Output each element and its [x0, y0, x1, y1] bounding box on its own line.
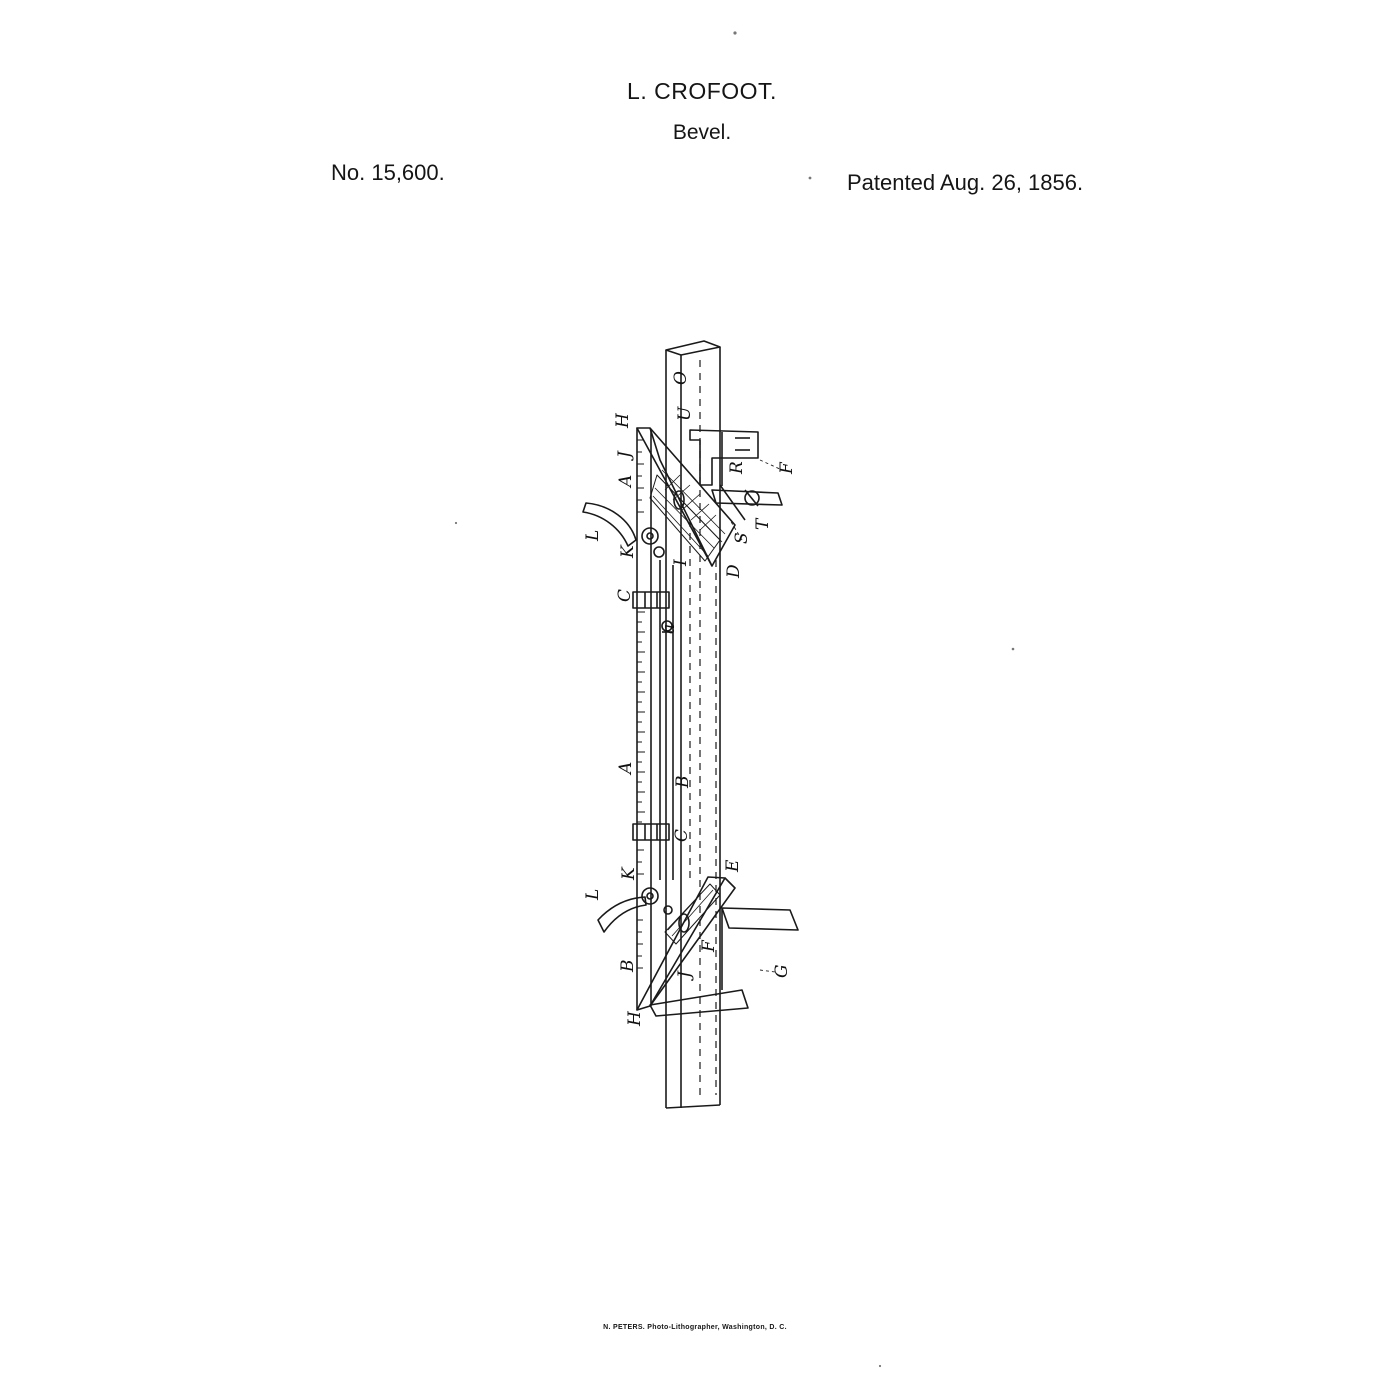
lithographer-credit: N. PETERS. Photo-Lithographer, Washington, D. C.: [603, 1324, 787, 1331]
ref-letter: I: [671, 559, 691, 566]
ref-letter: K: [619, 867, 639, 880]
invention-title: Bevel.: [672, 121, 732, 144]
ref-letter: L: [583, 529, 603, 541]
ref-letter: J: [675, 971, 695, 978]
ref-letter: H: [613, 413, 633, 428]
ref-letter: L: [583, 888, 603, 900]
inventor-name: L. CROFOOT.: [627, 78, 777, 104]
upper-bevel-head: [583, 428, 782, 566]
ref-letter: a: [659, 623, 679, 634]
ref-letter: C: [672, 828, 692, 842]
ref-letter: F: [699, 940, 719, 952]
ref-letter: H: [625, 1011, 645, 1026]
lower-bevel-head: [598, 877, 798, 1016]
paper-specks: [455, 31, 1014, 1367]
graduated-rule: [637, 428, 673, 1010]
ref-letter: T: [753, 518, 773, 530]
ref-letter: U: [675, 406, 695, 421]
ref-letter: E: [723, 859, 743, 872]
ref-letter: K: [618, 545, 638, 558]
ref-letter: O: [671, 371, 691, 385]
ref-letter: D: [724, 564, 744, 578]
ref-letter: R: [727, 461, 747, 474]
ref-letter: B: [673, 775, 693, 788]
ref-letter: F: [777, 462, 797, 474]
ref-letter: C: [615, 588, 635, 602]
patent-number: No. 15,600.: [331, 160, 445, 185]
ref-letter: A: [616, 761, 636, 774]
patent-date: Patented Aug. 26, 1856.: [847, 170, 1084, 195]
ref-letter: A: [616, 474, 636, 487]
ref-letter: S: [732, 532, 752, 544]
ref-letter: J: [615, 451, 635, 458]
ref-letter: G: [772, 964, 792, 978]
ref-letter: B: [618, 959, 638, 972]
